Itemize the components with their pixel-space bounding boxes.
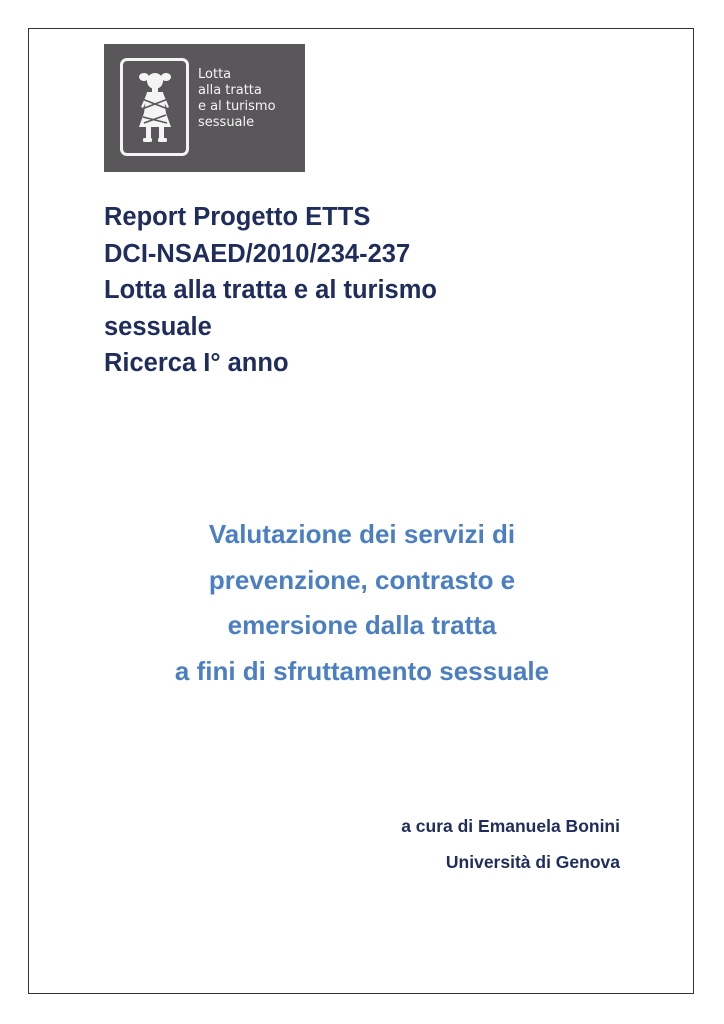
girl-figure-icon: [133, 69, 177, 145]
report-title-line: Lotta alla tratta e al turismo: [104, 276, 437, 304]
document-subtitle: [90, 512, 634, 695]
report-title-line: Ricerca I° anno: [104, 349, 289, 377]
subtitle-line: a fini di sfruttamento sessuale: [174, 656, 550, 687]
logo-text-line: alla tratta: [198, 83, 262, 98]
logo-frame: [120, 58, 189, 156]
report-title-line: DCI-NSAED/2010/234-237: [104, 239, 411, 268]
subtitle-line: Valutazione dei servizi di: [208, 519, 516, 549]
report-title-line: Report Progetto ETTS: [104, 203, 371, 231]
report-title: [104, 199, 624, 382]
logo-text-line: e al turismo: [198, 99, 276, 114]
logo-text: [198, 67, 302, 131]
subtitle-line: prevenzione, contrasto e: [208, 564, 516, 595]
subtitle-line: emersione dalla tratta: [227, 610, 497, 641]
logo-text-line: sessuale: [198, 115, 255, 130]
institution-credit: Università di Genova: [445, 852, 620, 872]
logo-text-line: Lotta: [198, 67, 232, 82]
project-logo: [104, 44, 305, 172]
report-title-line: sessuale: [104, 312, 212, 341]
credits: [300, 808, 620, 880]
editor-credit: a cura di Emanuela Bonini: [401, 816, 620, 836]
